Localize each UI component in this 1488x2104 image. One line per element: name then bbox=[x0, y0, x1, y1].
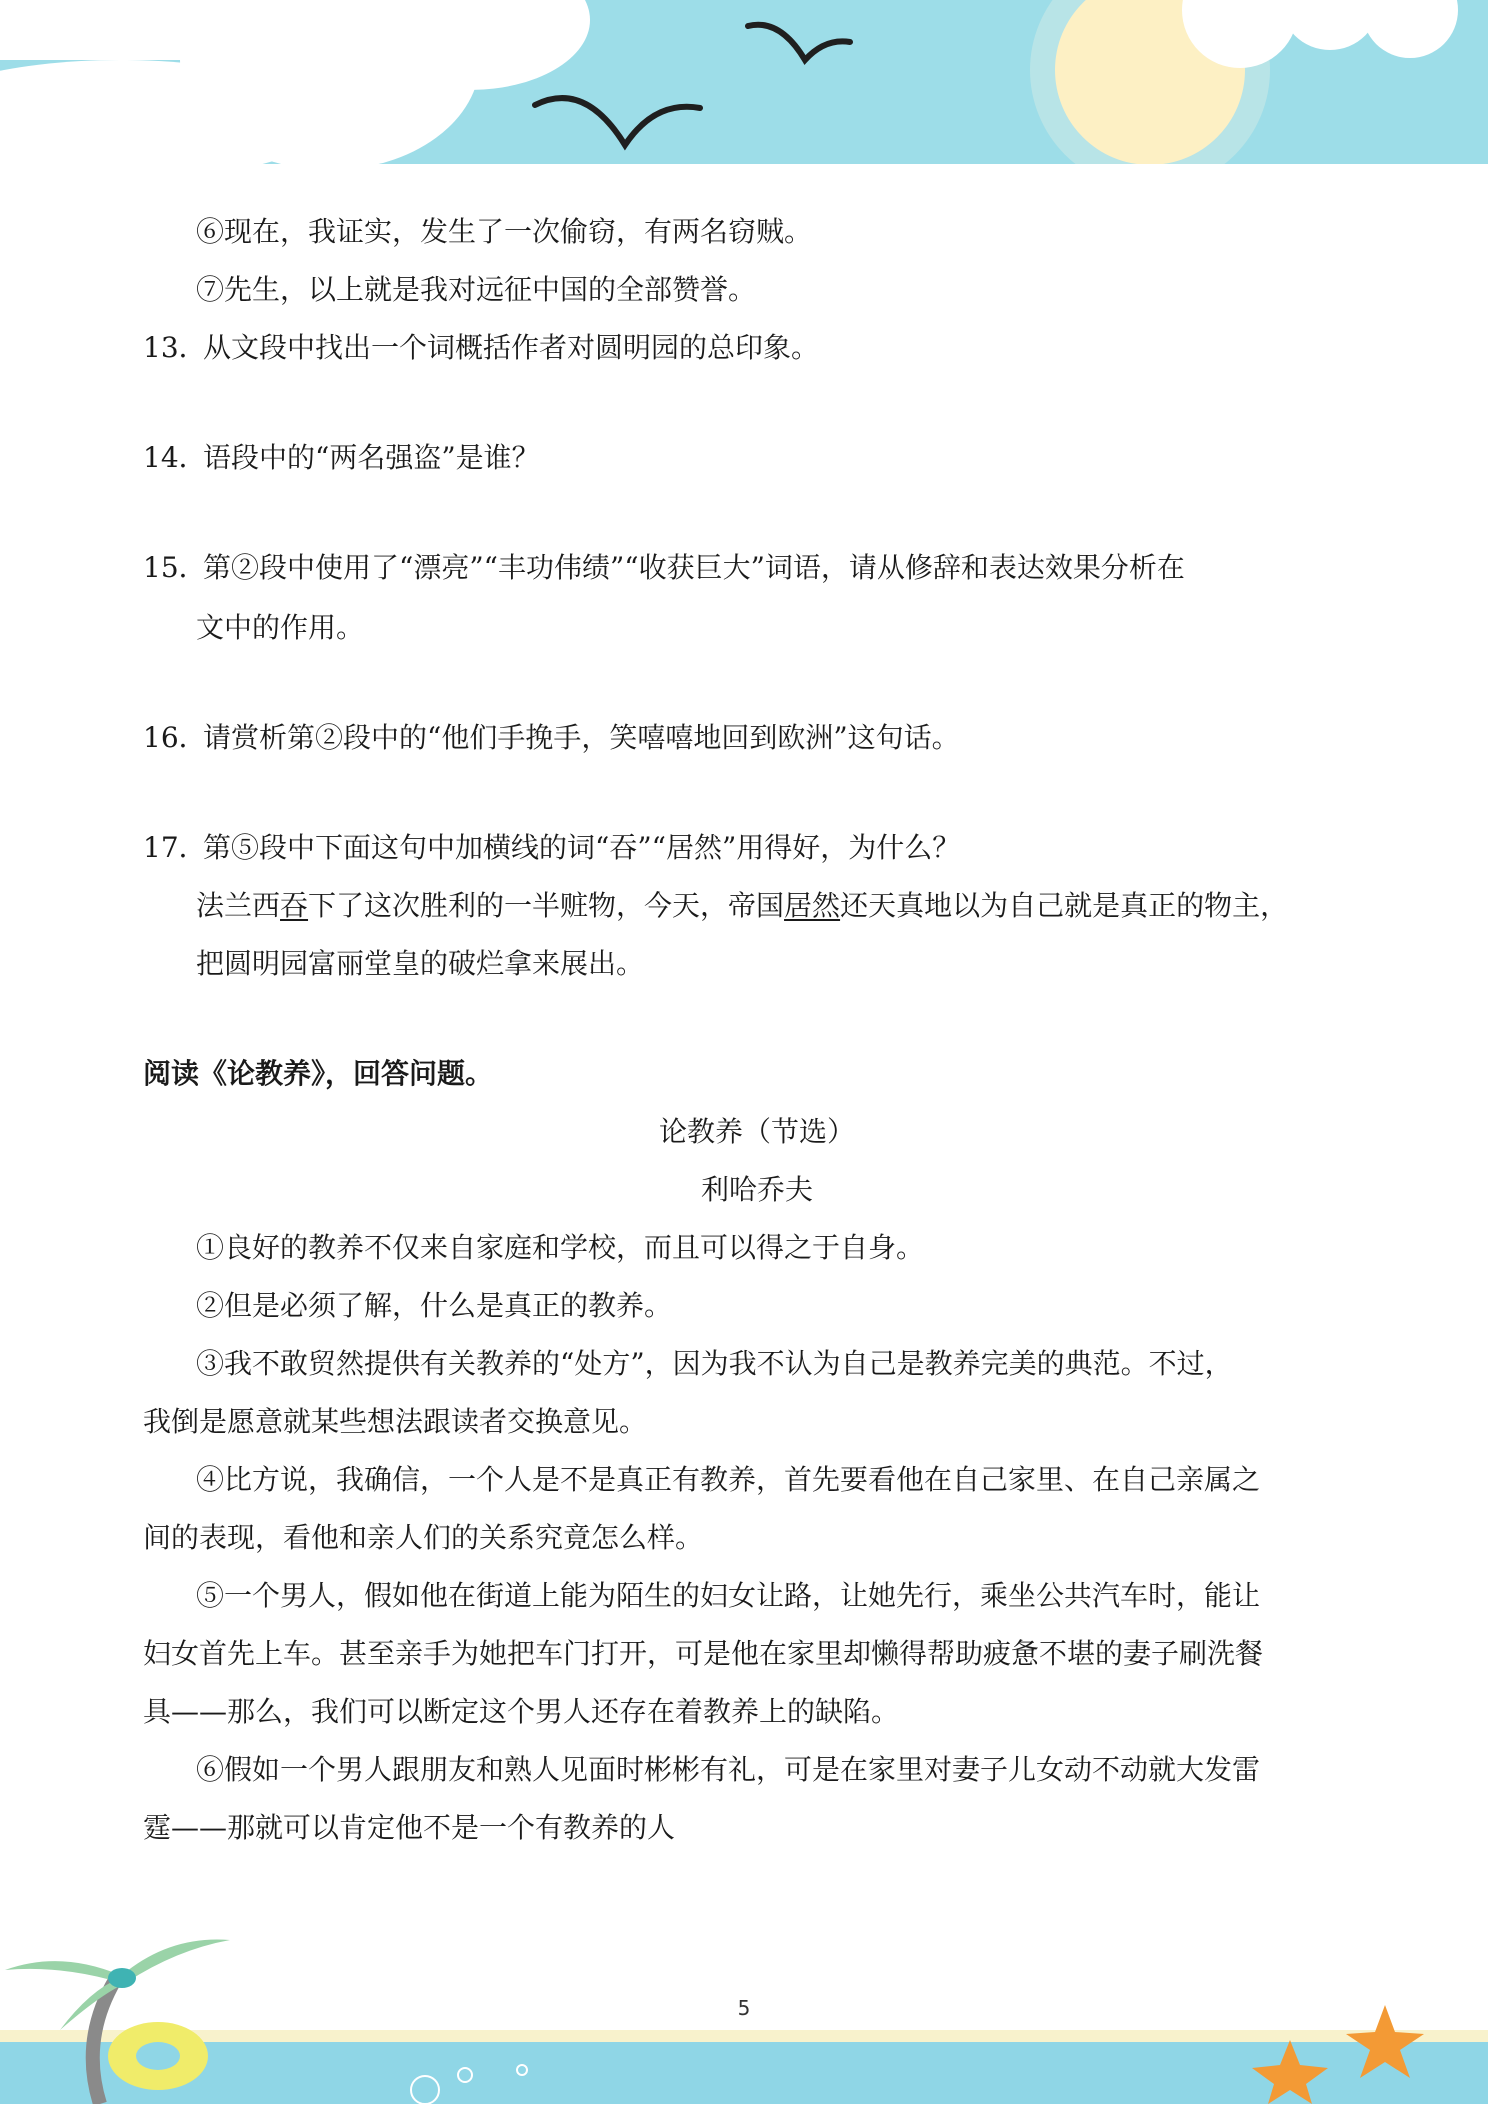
passage-paragraph: ①良好的教养不仅来自家庭和学校，而且可以得之于自身。 bbox=[196, 1231, 925, 1264]
quoted-sentence: 法兰西吞下了这次胜利的一半赃物，今天，帝国居然还天真地以为自己就是真正的物主， bbox=[196, 889, 1289, 922]
passage-paragraph: ⑤一个男人，假如他在街道上能为陌生的妇女让路，让她先行，乘坐公共汽车时，能让 bbox=[196, 1579, 1261, 1612]
underlined-word: 吞 bbox=[280, 889, 309, 922]
question-text: 第⑤段中下面这句中加横线的词“吞”“居然”用得好，为什么？ bbox=[203, 831, 961, 864]
passage-paragraph: ③我不敢贸然提供有关教养的“处方”，因为我不认为自己是教养完美的典范。不过， bbox=[196, 1347, 1233, 1380]
underlined-word: 居然 bbox=[784, 889, 841, 922]
passage-paragraph-continuation: 具——那么，我们可以断定这个男人还存在着教养上的缺陷。 bbox=[143, 1695, 900, 1728]
passage-author: 利哈乔夫 bbox=[700, 1173, 813, 1206]
passage-title: 论教养（节选） bbox=[658, 1115, 855, 1148]
question-14 bbox=[143, 438, 540, 478]
swim-ring-icon bbox=[108, 2022, 208, 2090]
question-15 bbox=[143, 548, 1185, 588]
question-number: 13． bbox=[143, 331, 207, 364]
question-16 bbox=[143, 718, 960, 758]
passage-paragraph: ⑥现在，我证实，发生了一次偷窃，有两名窃贼。 bbox=[196, 215, 813, 248]
page-number: 5 bbox=[737, 1996, 751, 2020]
question-text-continuation: 文中的作用。 bbox=[196, 611, 365, 644]
passage-paragraph: ⑦先生，以上就是我对远征中国的全部赞誉。 bbox=[196, 273, 757, 306]
question-number: 17． bbox=[143, 831, 207, 864]
question-17 bbox=[143, 828, 960, 868]
passage-paragraph-continuation: 我倒是愿意就某些想法跟读者交换意见。 bbox=[143, 1405, 648, 1438]
question-text: 请赏析第②段中的“他们手挽手，笑嘻嘻地回到欧洲”这句话。 bbox=[203, 721, 960, 754]
quoted-sentence-continuation: 把圆明园富丽堂皇的破烂拿来展出。 bbox=[196, 947, 645, 980]
question-13 bbox=[143, 328, 819, 368]
passage-paragraph-continuation: 间的表现，看他和亲人们的关系究竟怎么样。 bbox=[143, 1521, 704, 1554]
passage-paragraph: ⑥假如一个男人跟朋友和熟人见面时彬彬有礼，可是在家里对妻子儿女动不动就大发雷 bbox=[196, 1753, 1261, 1786]
question-number: 15． bbox=[143, 551, 207, 584]
passage-paragraph: ④比方说，我确信，一个人是不是真正有教养，首先要看他在自己家里、在自己亲属之 bbox=[196, 1463, 1261, 1496]
header-sky-banner bbox=[0, 0, 1488, 166]
question-number: 16． bbox=[143, 721, 207, 754]
passage-paragraph-continuation: 霆——那就可以肯定他不是一个有教养的人 bbox=[143, 1811, 676, 1844]
question-text: 从文段中找出一个词概括作者对圆明园的总印象。 bbox=[203, 331, 820, 364]
question-text: 第②段中使用了“漂亮”“丰功伟绩”“收获巨大”词语，请从修辞和表达效果分析在 bbox=[203, 551, 1185, 584]
question-number: 14． bbox=[143, 441, 207, 474]
passage-paragraph-continuation: 妇女首先上车。甚至亲手为她把车门打开，可是他在家里却懒得帮助疲惫不堪的妻子刷洗餐 bbox=[143, 1637, 1264, 1670]
section-heading: 阅读《论教养》，回答问题。 bbox=[143, 1057, 494, 1090]
question-text: 语段中的“两名强盗”是谁？ bbox=[203, 441, 540, 474]
passage-paragraph: ②但是必须了解，什么是真正的教养。 bbox=[196, 1289, 673, 1322]
